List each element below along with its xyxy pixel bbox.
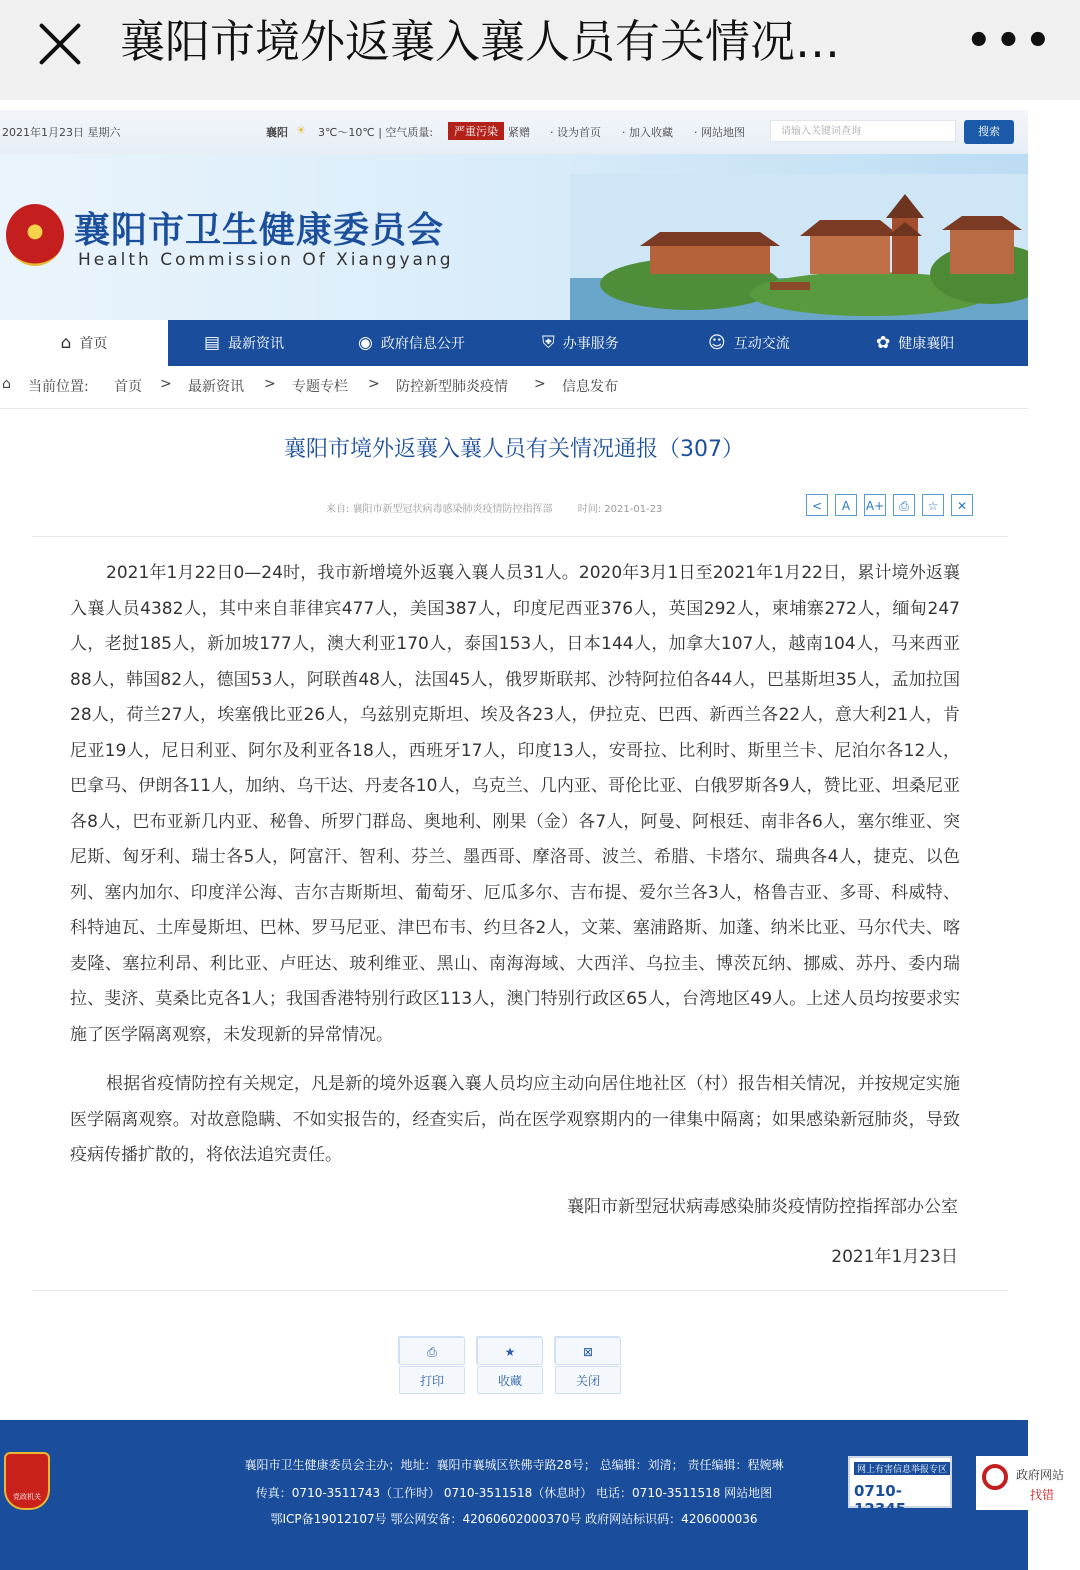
article-date: 2021年1月23日: [831, 1247, 958, 1267]
site-top-strip: [0, 110, 1028, 154]
sitemap-link[interactable]: · 网站地图: [694, 126, 745, 139]
close-icon[interactable]: ✕: [951, 494, 973, 516]
article-source: 来自: 襄阳市新型冠状病毒感染肺炎疫情防控指挥部: [326, 504, 553, 515]
print-icon: ⎙: [399, 1337, 465, 1365]
nav-home-label: 首页: [79, 336, 108, 352]
nav-home[interactable]: [0, 320, 168, 366]
favorite-label: 收藏: [477, 1366, 543, 1394]
add-favorite-link[interactable]: · 加入收藏: [622, 126, 673, 139]
date-text: 2021年1月23日 星期六: [2, 126, 121, 139]
divider: [32, 536, 1008, 537]
close-icon[interactable]: [34, 18, 86, 70]
breadcrumb-sep: >: [368, 376, 380, 392]
badge-label: 党政机关: [13, 1493, 41, 1501]
favorite-button[interactable]: [476, 1336, 542, 1388]
magnifier-icon: [982, 1464, 1008, 1490]
eye-icon: ◉: [358, 333, 373, 353]
nav-healthy-xiangyang-label: 健康襄阳: [898, 336, 955, 352]
err-label-2: 找错: [1030, 1488, 1055, 1502]
article-paragraph: 根据省疫情防控有关规定，凡是新的境外返襄入襄人员均应主动向居住地社区（村）报告相关情况，并按规定实施医学隔离观察。对故意隐瞒、不如实报告的，经查实后，尚在医学观察期内的一律集中隔离；如果感染新冠肺炎，导致疫病传播扩散的，将依法追究责任。: [70, 1074, 960, 1165]
right-margin: [1028, 100, 1080, 1420]
font-larger-icon[interactable]: A+: [864, 494, 886, 516]
aqi-badge: 严重污染: [448, 122, 504, 140]
set-home-link[interactable]: · 设为首页: [550, 126, 601, 139]
nav-interaction-label: 互动交流: [733, 336, 790, 352]
breadcrumb-item-news[interactable]: 最新资讯: [188, 379, 244, 395]
footer-line-3: 鄂ICP备19012107号 鄂公网安备：42060602000370号 政府网站标识码：4206000036: [270, 1512, 758, 1526]
breadcrumb-sep: >: [264, 376, 276, 392]
breadcrumb-item-epidemic[interactable]: 防控新型肺炎疫情: [396, 379, 508, 395]
close-button[interactable]: [554, 1336, 620, 1388]
breadcrumb: [0, 374, 1028, 398]
nav-latest-news-label: 最新资讯: [228, 336, 285, 352]
divider: [0, 408, 1028, 409]
favorite-icon[interactable]: ☆: [922, 494, 944, 516]
nav-services[interactable]: [542, 320, 619, 366]
national-emblem-icon: [6, 204, 64, 266]
print-icon[interactable]: ⎙: [893, 494, 915, 516]
home-icon: ⌂: [60, 333, 72, 353]
home-icon: ⌂: [2, 376, 11, 392]
breadcrumb-item-release[interactable]: 信息发布: [562, 379, 618, 395]
report-phone: 0710-12345: [854, 1482, 907, 1518]
print-label: 打印: [399, 1366, 465, 1394]
site-footer: [0, 1420, 1028, 1570]
ancient-city-scenery-image: [570, 174, 1028, 320]
site-name-cn: 襄阳市卫生健康委员会: [74, 210, 445, 251]
font-smaller-icon[interactable]: A: [835, 494, 857, 516]
nav-gov-info-label: 政府信息公开: [380, 336, 465, 352]
article-time: 时间: 2021-01-23: [577, 504, 663, 515]
aqi-extra: 紧赠: [508, 126, 530, 139]
report-label: 网上有害信息举报专区: [854, 1462, 950, 1475]
gov-site-error-report[interactable]: [976, 1456, 1076, 1510]
article-paragraph: 2021年1月22日0—24时，我市新增境外返襄入襄人员31人。2020年3月1日至2021年1月22日，累计境外返襄入襄人员4382人，其中来自菲律宾477人，美国387人，印度尼西亚376人，英国292人，柬埔寨272人，缅甸247人，老挝185人，新加坡177人，澳大利亚170人，泰国153人，日本144人，加拿大107人，越南104人，马来西亚88人，韩国82人，德国53人，阿联酋48人，法国45人，俄罗斯联邦、沙特阿拉伯各44人，巴基斯坦35人，孟加拉国28人，荷兰27人，埃塞俄比亚26人，乌兹别克斯坦、埃及各23人，伊拉克、巴西、新西兰各22人，意大利21人，肯尼亚19人，尼日利亚、阿尔及利亚各18人，西班牙17人，印度13人，安哥拉、比利时、斯里兰卡、尼泊尔各12人，巴拿马、伊朗各11人，加纳、乌干达、丹麦各10人，乌克兰、几内亚、哥伦比亚、白俄罗斯各9人，赞比亚、坦桑尼亚各8人，巴布亚新几内亚、秘鲁、所罗门群岛、奥地利、刚果（金）各7人，阿曼、阿根廷、南非各6人，塞尔维亚、突尼斯、匈牙利、瑞士各5人，阿富汗、智利、芬兰、墨西哥、摩洛哥、波兰、希腊、卡塔尔、瑞典各4人，捷克、以色列、塞内加尔、印度洋公海、吉尔吉斯斯坦、葡萄牙、厄瓜多尔、吉布提、爱尔兰各3人，格鲁吉亚、多哥、科威特、科特迪瓦、土库曼斯坦、巴林、罗马尼亚、津巴布韦、约旦各2人，文莱、塞浦路斯、加蓬、纳米比亚、马尔代夫、喀麦隆、塞拉利昂、利比亚、卢旺达、玻利维亚、黑山、南海海域、大西洋、乌拉圭、博茨瓦纳、挪威、苏丹、委内瑞拉、斐济、莫桑比克各1人；我国香港特别行政区113人，澳门特别行政区65人，台湾地区49人。上述人员均按要求实施了医学隔离观察，未发现新的异常情况。: [70, 563, 960, 1045]
article-body: [70, 556, 960, 1188]
nav-interaction[interactable]: [708, 320, 790, 366]
flower-icon: ✿: [876, 333, 891, 353]
divider: [32, 1290, 1008, 1291]
people-icon: ☺: [708, 333, 726, 353]
site-name-en: Health Commission Of Xiangyang: [78, 250, 454, 270]
close-icon: ⊠: [555, 1337, 621, 1365]
search-button[interactable]: 搜索: [964, 120, 1014, 144]
news-icon: ▤: [204, 333, 221, 353]
shield-icon: ⛨: [542, 333, 555, 353]
breadcrumb-item-topics[interactable]: 专题专栏: [292, 379, 348, 395]
star-icon: ★: [477, 1337, 543, 1365]
weather-text: 3℃～10℃ | 空气质量:: [318, 126, 434, 139]
article-meta: [326, 500, 662, 515]
city-text: 襄阳: [266, 126, 288, 139]
article-actions: [398, 1336, 632, 1389]
nav-healthy-xiangyang[interactable]: [876, 320, 954, 366]
main-nav: [0, 320, 1028, 366]
search-input[interactable]: 请输入关键词查询: [770, 120, 956, 142]
footer-line-1: 襄阳市卫生健康委员会主办；地址：襄阳市襄城区铁佛寺路28号； 总编辑：刘清； 责任编辑：程婉琳: [244, 1458, 784, 1472]
article-tools: [806, 494, 980, 516]
article-title: 襄阳市境外返襄入襄人员有关情况通报（307）: [284, 437, 744, 462]
page-title: 襄阳市境外返襄入襄人员有关情况…: [120, 15, 841, 68]
breadcrumb-item-home[interactable]: 首页: [114, 379, 142, 395]
close-label: 关闭: [555, 1366, 621, 1394]
print-button[interactable]: [398, 1336, 464, 1388]
nav-services-label: 办事服务: [562, 336, 619, 352]
site-banner: [0, 154, 1028, 320]
breadcrumb-sep: >: [534, 376, 546, 392]
footer-line-2: 传真：0710-3511743（工作时） 0710-3511518（休息时） 电话：0710-3511518 网站地图: [255, 1486, 773, 1500]
breadcrumb-sep: >: [160, 376, 172, 392]
share-icon[interactable]: <: [806, 494, 828, 516]
err-label-1: 政府网站: [1016, 1468, 1065, 1482]
sun-icon: ☀: [296, 124, 306, 137]
more-menu-icon[interactable]: •••: [966, 18, 1055, 64]
app-bar: [0, 0, 1080, 100]
breadcrumb-prefix: 当前位置:: [28, 379, 89, 395]
nav-latest-news[interactable]: [204, 320, 284, 366]
article-signature: 襄阳市新型冠状病毒感染肺炎疫情防控指挥部办公室: [567, 1197, 958, 1217]
nav-gov-info[interactable]: [358, 320, 465, 366]
report-zone-badge[interactable]: [848, 1456, 952, 1518]
